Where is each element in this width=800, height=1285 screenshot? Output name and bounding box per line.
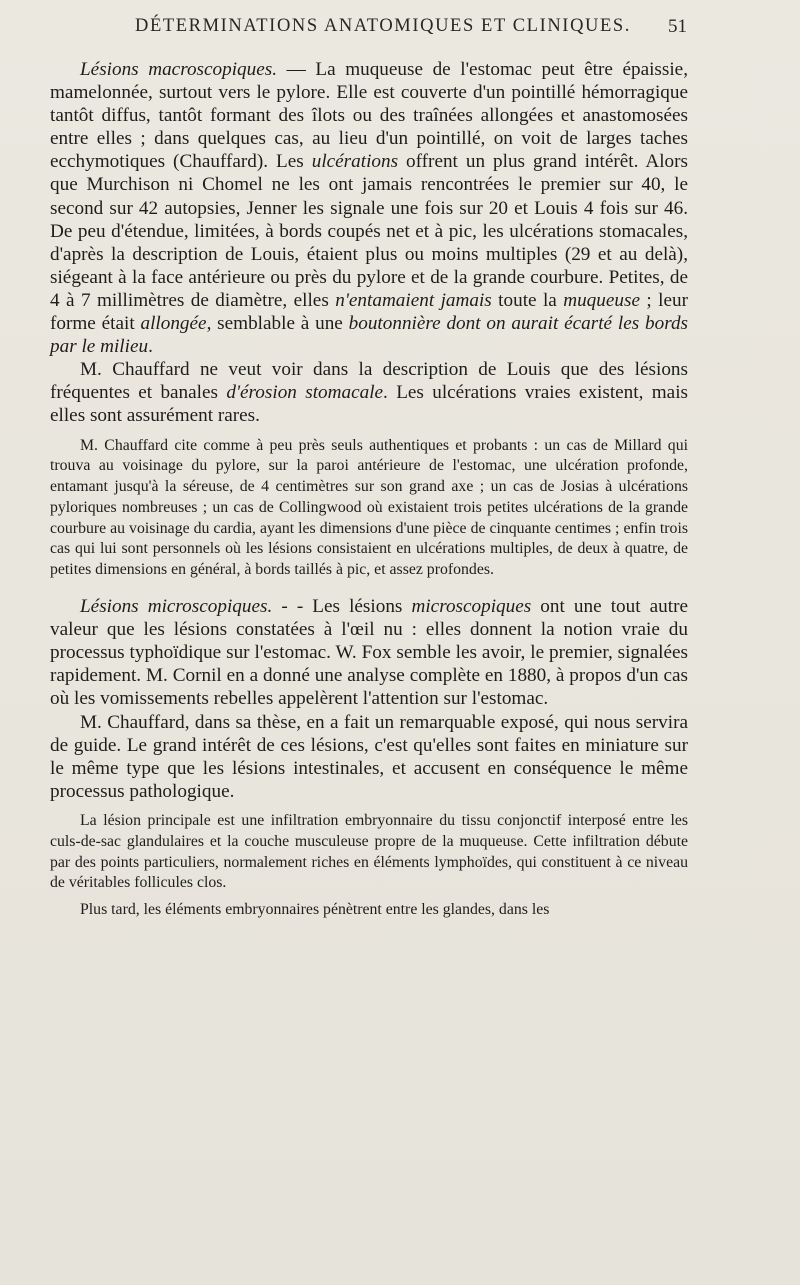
emphasis-muqueuse: muqueuse <box>563 289 640 311</box>
text-span: ; leur forme était <box>50 289 688 335</box>
text-span: . <box>148 336 153 358</box>
emphasis-ulcerations: ulcérations <box>311 151 399 173</box>
page-body <box>50 58 688 921</box>
text-span: offrent un plus grand intérêt. Alors que Murchison ni Chomel ne les ont jamais rencontrées le premier sur 40, le second sur 42 autopsies, Jenner les signale une fois sur 20 et Louis 4 fois sur 46. De peu d'étendue, limitées, à bords coupés net et à pic, les ulcérations stomacales, d'après la description de Louis, étaient plus ou moins multiples (29 et au delà), siégeant à la face antérieure ou près du pylore et de la grande courbure. Petites, de 4 à 7 millimètres de diamètre, elles <box>50 151 688 311</box>
running-head: DÉTERMINATIONS ANATOMIQUES ET CLINIQUES. <box>135 16 632 36</box>
paragraph-chauffard-erosion <box>50 358 688 427</box>
paragraph-small-print-cases: M. Chauffard cite comme à peu près seuls authentiques et probants : un cas de Millard qui trouva au voisinage du pylore, sur la paroi antérieure de l'estomac, une ulcération profonde, entamant jusqu'à la séreuse, de 4 centimètres sur son grand axe ; un cas de Josias à ulcérations pyloriques nombreuses ; un cas de Collingwood où existaient trois petites ulcérations de la grande courbure au voisinage du cardia, ayant les dimensions d'une pièce de cinquante centimes ; enfin trois cas qui lui sont personnels où les lésions consistaient en ulcérations multiples, de deux à quatre, de petites dimensions en général, à bords taillés à pic, et assez profondes. <box>50 436 688 579</box>
text-span: - - Les lésions <box>272 596 412 618</box>
paragraph-macroscopic-lesions <box>50 58 688 358</box>
text-span: , semblable à une <box>206 313 349 335</box>
paragraph-small-print-infiltration: La lésion principale est une infiltration embryonnaire du tissu conjonctif interposé entre les culs-de-sac glandulaires et la couche musculeuse propre de la muqueuse. Cette infiltration débute par des points particuliers, normalement riches en éléments lymphoïdes, qui constituent à ce niveau de véritables follicules clos. <box>50 811 688 892</box>
text-span: toute la <box>491 289 564 311</box>
page-number: 51 <box>668 16 687 37</box>
emphasis-boutonniere: boutonnière dont on aurait écarté les bords par le milieu <box>50 313 689 358</box>
emphasis-microscopiques: microscopiques <box>411 596 532 618</box>
emphasis-allongee: allongée <box>140 313 207 335</box>
emphasis-entamaient: n'entamaient jamais <box>335 289 492 311</box>
section-heading-macroscopic: Lésions macroscopiques. <box>80 59 278 80</box>
paragraph-chauffard-thesis: M. Chauffard, dans sa thèse, en a fait un remarquable exposé, qui nous servira de guide. Le grand intérêt de ces lésions, c'est qu'elles sont faites en miniature sur le même type que les lésions intestinales, et accusent en conséquence le même processus pathologique. <box>50 711 688 802</box>
page-header <box>0 16 800 46</box>
text-span: — La muqueuse de l'estomac peut être épaissie, mamelonnée, surtout vers le pylore. Elle est couverte d'un pointillé hémorragique tantôt diffus, tantôt formant des îlots ou des traînées allongées et anastomosées entre elles ; dans quelques cas, au lieu d'un pointillé, on voit de larges taches ecchymotiques (Chauffard). Les <box>50 59 688 173</box>
section-heading-microscopic: Lésions microscopiques. <box>80 596 273 618</box>
paragraph-small-print-continuation: Plus tard, les éléments embryonnaires pénètrent entre les glandes, dans les <box>80 901 550 919</box>
text-span: ont une tout autre valeur que les lésions constatées à l'œil nu : elles donnent la notion vraie du processus typhoïdique sur l'estomac. W. Fox semble les avoir, le premier, signalées rapidement. M. Cornil en a donné une analyse complète en 1880, à propos d'un cas où les vomissements rebelles appelèrent l'attention sur l'estomac. <box>50 596 688 710</box>
paragraph-microscopic-lesions <box>50 595 688 710</box>
text-span: . Les ulcérations vraies existent, mais elles sont assurément rares. <box>50 382 688 427</box>
text-span: M. Chauffard ne veut voir dans la description de Louis que des lésions fréquentes et banales <box>50 359 688 404</box>
emphasis-erosion: d'érosion stomacale <box>226 382 384 404</box>
